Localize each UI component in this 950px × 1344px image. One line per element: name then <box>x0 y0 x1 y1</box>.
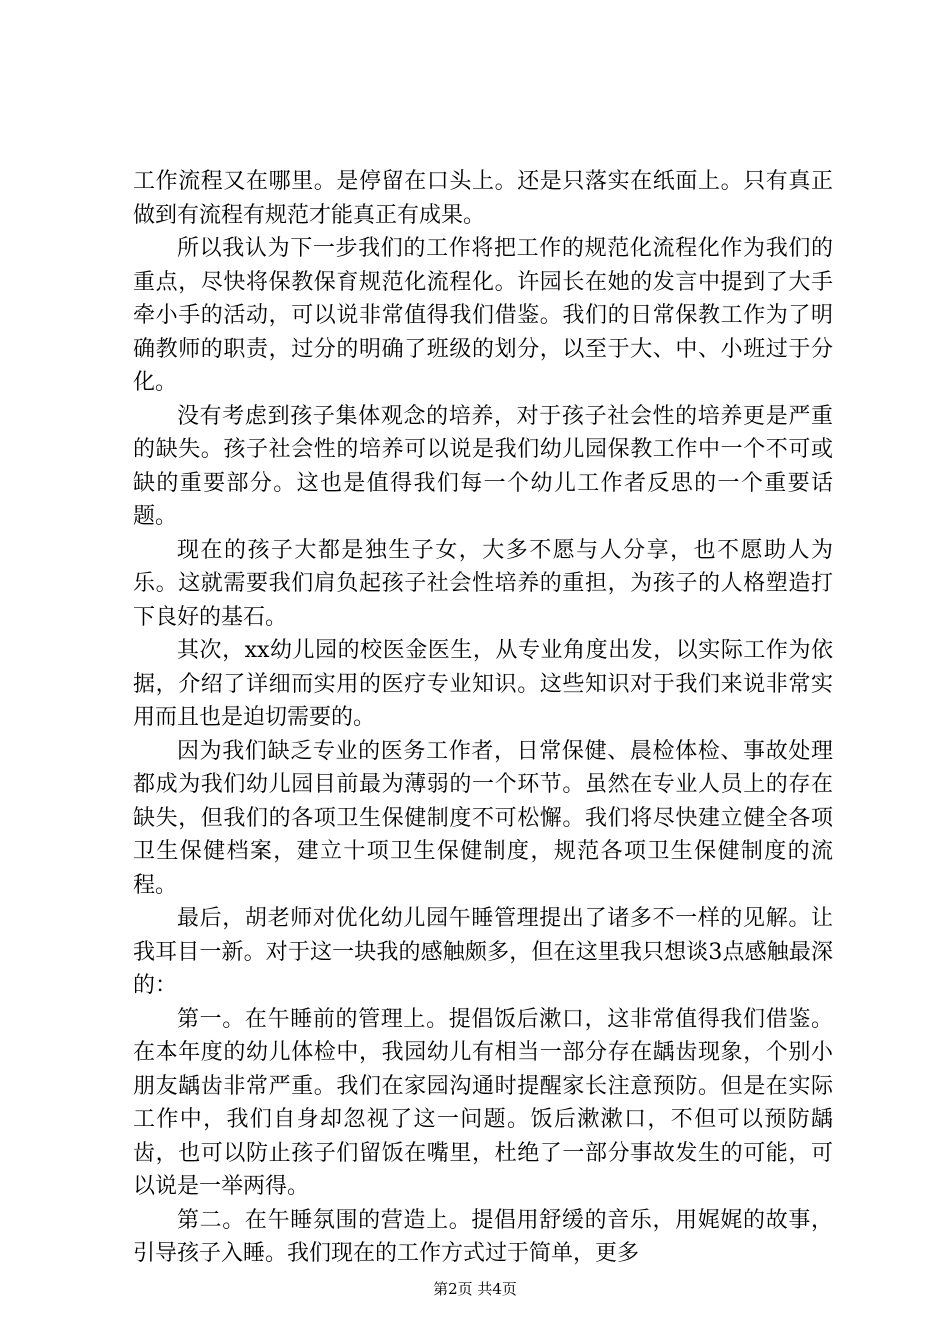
paragraph-1: 工作流程又在哪里。是停留在口头上。还是只落实在纸面上。只有真正做到有流程有规范才能真正有成果。 <box>133 169 833 228</box>
paragraph-9: 第二。在午睡氛围的营造上。提倡用舒缓的音乐，用娓娓的故事，引导孩子入睡。我们现在的工作方式过于简单，更多 <box>133 1207 833 1266</box>
paragraph-7: 最后，胡老师对优化幼儿园午睡管理提出了诸多不一样的见解。让我耳目一新。对于这一块我的感触颇多，但在这里我只想谈3点感触最深的： <box>133 906 833 998</box>
paragraph-4: 现在的孩子大都是独生子女，大多不愿与人分享，也不愿助人为乐。这就需要我们肩负起孩子社会性培养的重担，为孩子的人格塑造打下良好的基石。 <box>133 537 833 630</box>
paragraph-8: 第一。在午睡前的管理上。提倡饭后漱口，这非常值得我们借鉴。在本年度的幼儿体检中，我园幼儿有相当一部分存在龋齿现象，个别小朋友龋齿非常严重。我们在家园沟通时提醒家长注意预防。但是在实际工作中，我们自身却忽视了这一问题。饭后漱漱口，不但可以预防龋齿，也可以防止孩子们留饭在嘴里，杜绝了一部分事故发生的可能，可以说是一举两得。 <box>133 1006 833 1199</box>
paragraph-2: 所以我认为下一步我们的工作将把工作的规范化流程化作为我们的重点，尽快将保教保育规范化流程化。许园长在她的发言中提到了大手牵小手的活动，可以说非常值得我们借鉴。我们的日常保教工作为了明确教师的职责，过分的明确了班级的划分，以至于大、中、小班过于分化。 <box>133 236 833 395</box>
page-number-footer: 第2页 共4页 <box>433 1280 517 1298</box>
paragraph-5: 其次，xx幼儿园的校医金医生，从专业角度出发，以实际工作为依据，介绍了详细而实用的医疗专业知识。这些知识对于我们来说非常实用而且也是迫切需要的。 <box>133 638 833 730</box>
paragraph-6: 因为我们缺乏专业的医务工作者，日常保健、晨检体检、事故处理都成为我们幼儿园目前最为薄弱的一个环节。虽然在专业人员上的存在缺失，但我们的各项卫生保健制度不可松懈。我们将尽快建立健全各项卫生保健档案，建立十项卫生保健制度，规范各项卫生保健制度的流程。 <box>133 738 833 898</box>
paragraph-3: 没有考虑到孩子集体观念的培养，对于孩子社会性的培养更是严重的缺失。孩子社会性的培养可以说是我们幼儿园保教工作中一个不可或缺的重要部分。这也是值得我们每一个幼儿工作者反思的一个重要话题。 <box>133 403 833 529</box>
document-body <box>133 165 833 1271</box>
